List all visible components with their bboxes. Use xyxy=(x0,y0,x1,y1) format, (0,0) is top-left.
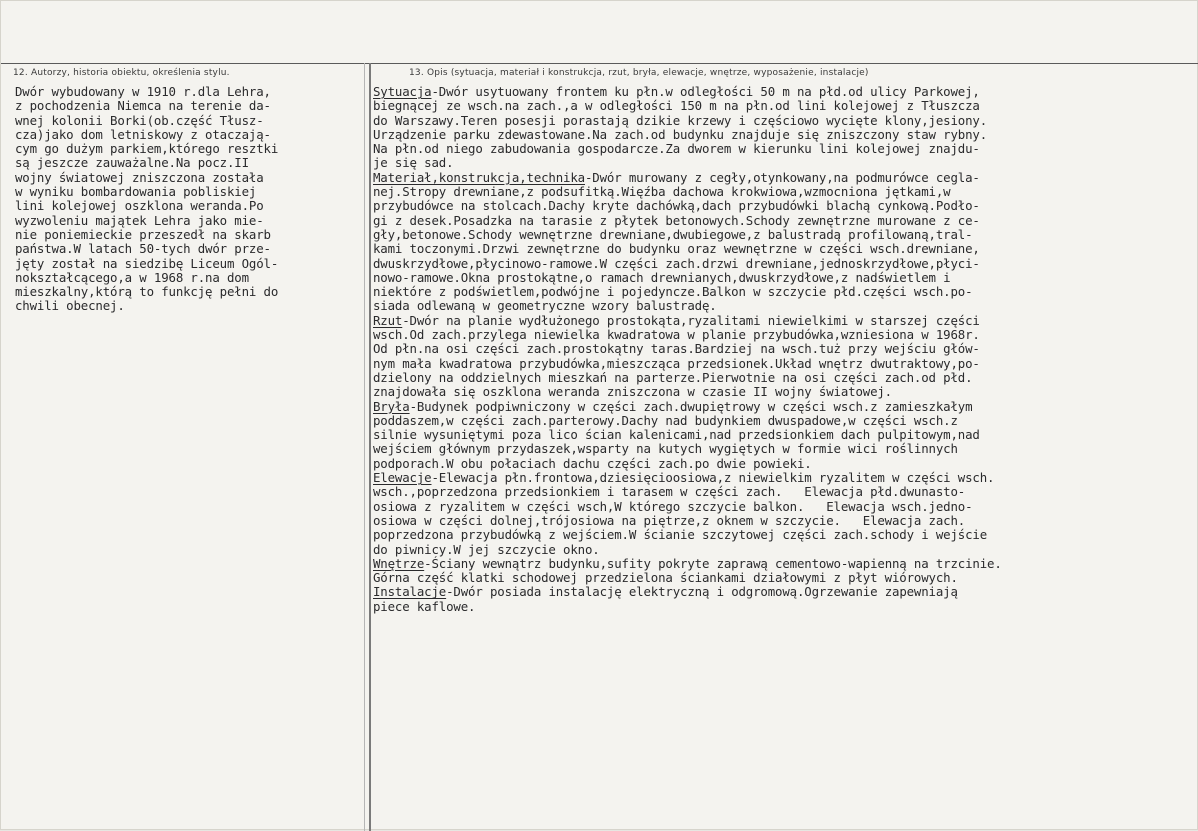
history-line: chwili obecnej. xyxy=(15,298,125,314)
description-line-text: siada odlewaną w geometryczne wzory balustradę. xyxy=(373,298,717,314)
description-line xyxy=(373,242,1195,256)
description-line xyxy=(373,271,1195,285)
history-line: cym go dużym parkiem,którego resztki xyxy=(15,141,279,157)
description-line-text: nej.Stropy drewniane,z podsufitką.Więźba dachowa krokwiowa,wzmocniona jętkami,w xyxy=(373,184,951,200)
history-line: nie poniemieckie przeszedł na skarb xyxy=(15,226,271,242)
description-line-text: osiowa z ryzalitem w części wsch,W którego szczycie balkon. Elewacja wsch.jedno- xyxy=(373,498,973,514)
history-line: w wyniku bombardowania pobliskiej xyxy=(15,184,257,200)
description-line-text: znajdowała się oszklona weranda zniszczona w czasie II wojny światowej. xyxy=(373,384,892,400)
description-line xyxy=(373,99,1195,113)
description-line-text: podporach.W obu połaciach dachu części zach.po dwie powieki. xyxy=(373,455,812,471)
description-line-text: -Elewacja płn.frontowa,dziesięcioosiowa,z niewielkim ryzalitem w części wsch. xyxy=(431,470,995,486)
history-line: nokształcącego,a w 1968 r.na dom xyxy=(15,269,249,285)
description-line xyxy=(373,171,1195,185)
column-divider xyxy=(369,63,371,831)
history-text xyxy=(15,85,365,314)
description-line xyxy=(373,414,1195,428)
description-line-text: -Dwór usytuowany frontem ku płn.w odległości 50 m na płd.od ulicy Parkowej, xyxy=(431,84,980,99)
description-text xyxy=(373,85,1195,614)
description-line-text: do piwnicy.W jej szczycie okno. xyxy=(373,541,600,557)
history-line: wojny światowej zniszczona została xyxy=(15,169,264,185)
description-line xyxy=(373,485,1195,499)
description-line xyxy=(373,357,1195,371)
description-line xyxy=(373,185,1195,199)
section-heading: Elewacje xyxy=(373,470,432,486)
description-line-text: Od płn.na osi części zach.prostokątny taras.Bardziej na wsch.tuż przy wejściu głów- xyxy=(373,341,980,357)
description-line-text: silnie wysuniętymi poza lico ścian kalenicami,nad przedsionkiem dach pulpitowym,nad xyxy=(373,427,980,443)
history-line: wyzwoleniu majątek Lehra jako mie- xyxy=(15,212,264,228)
description-line-text: -Dwór na planie wydłużonego prostokąta,ryzalitami niewielkimi w starszej części xyxy=(402,312,980,328)
description-line xyxy=(373,457,1195,471)
description-line-text: Urządzenie parku zdewastowane.Na zach.od budynku znajduje się zniszczony staw rybny. xyxy=(373,126,988,142)
description-line-text: nym mała kwadratowa przybudówka,mieszcząca przedsionek.Układ wnętrz dwutraktowy,po- xyxy=(373,355,980,371)
description-line xyxy=(373,299,1195,313)
history-line: z pochodzenia Niemca na terenie da- xyxy=(15,98,271,114)
description-line xyxy=(373,600,1195,614)
description-line xyxy=(373,228,1195,242)
description-line-text: do Warszawy.Teren posesji porastają dzikie krzewy i częściowo wycięte klony,jesiony. xyxy=(373,112,988,128)
description-line-text: wsch.Od zach.przylega niewielka kwadratowa w planie przybudówka,wzniesiona w 1968r. xyxy=(373,327,980,343)
description-line xyxy=(373,328,1195,342)
description-line xyxy=(373,371,1195,385)
description-line xyxy=(373,342,1195,356)
history-line: wnej kolonii Borki(ob.część Tłusz- xyxy=(15,112,264,128)
description-line-text: gi z desek.Posadzka na tarasie z płytek betonowych.Schody zewnętrzne murowane z ce- xyxy=(373,212,980,228)
description-line xyxy=(373,514,1195,528)
description-line-text: niektóre z podświetlem,podwójne i pojedyncze.Balkon w szczycie płd.części wsch.po- xyxy=(373,284,973,300)
description-line xyxy=(373,314,1195,328)
section-heading: Sytuacja xyxy=(373,84,432,99)
description-line-text: Na płn.od niego zabudowania gospodarcze.Za dworem w kierunku lini kolejowej znajdu- xyxy=(373,141,980,157)
description-line-text: gły,betonowe.Schody wewnętrzne drewniane,dwubiegowe,z balustradą profilowaną,tral- xyxy=(373,226,973,242)
description-line-text: poddaszem,w części zach.parterowy.Dachy nad budynkiem dwuspadowe,w części wsch.z xyxy=(373,412,958,428)
description-line-text: kami toczonymi.Drzwi zewnętrzne do budynku oraz wewnętrzne w części wsch.drewniane, xyxy=(373,241,980,257)
history-line: mieszkalny,którą to funkcję pełni do xyxy=(15,284,279,300)
description-line-text: wejściem głównym przydaszek,wsparty na kutych wygiętych w formie wici roślinnych xyxy=(373,441,958,457)
history-line: Dwór wybudowany w 1910 r.dla Lehra, xyxy=(15,84,271,99)
description-line xyxy=(373,428,1195,442)
section-heading: Instalacje xyxy=(373,584,447,600)
description-line xyxy=(373,142,1195,156)
description-line xyxy=(373,128,1195,142)
description-line xyxy=(373,528,1195,542)
description-line-text: piece kaflowe. xyxy=(373,598,476,614)
section-heading: Bryła xyxy=(373,398,410,414)
description-line xyxy=(373,500,1195,514)
history-line: cza)jako dom letniskowy z otaczają- xyxy=(15,126,271,142)
description-line xyxy=(373,85,1195,99)
description-line xyxy=(373,156,1195,170)
description-line xyxy=(373,442,1195,456)
description-line-text: je się sad. xyxy=(373,155,454,171)
description-line-text: dwuskrzydłowe,płycinowo-ramowe.W części zach.drzwi drewniane,jednoskrzydłowe,płyci- xyxy=(373,255,980,271)
history-line: są jeszcze zauważalne.Na pocz.II xyxy=(15,155,249,171)
section-heading: Wnętrze xyxy=(373,555,425,571)
description-line-text: osiowa w części dolnej,trójosiowa na piętrze,z oknem w szczycie. Elewacja zach. xyxy=(373,512,966,528)
description-line-text: -Dwór posiada instalację elektryczną i odgromową.Ogrzewanie zapewniają xyxy=(446,584,958,600)
right-section-header: 13. Opis (sytuacja, materiał i konstrukcja, rzut, bryła, elewacje, wnętrze, wyposażenie, instalacje) xyxy=(409,68,869,78)
section-heading: Rzut xyxy=(373,312,403,328)
description-line xyxy=(373,257,1195,271)
description-line-text: nowo-ramowe.Okna prostokątne,o ramach drewnianych,dwuskrzydłowe,z nadświetlem i xyxy=(373,269,951,285)
description-line-text: wsch.,poprzedzona przedsionkiem i tarasem w części zach. Elewacja płd.dwunasto- xyxy=(373,484,966,500)
description-line-text: dzielony na oddzielnych mieszkań na parterze.Pierwotnie na osi części zach.od płd. xyxy=(373,369,973,385)
top-rule xyxy=(1,63,1198,64)
description-line xyxy=(373,214,1195,228)
history-line: lini kolejowej oszklona weranda.Po xyxy=(15,198,264,214)
description-line xyxy=(373,557,1195,571)
description-line xyxy=(373,471,1195,485)
section-heading: Materiał,konstrukcja,technika xyxy=(373,169,585,185)
description-line xyxy=(373,199,1195,213)
description-line-text: przybudówce na stolcach.Dachy kryte dachówką,dach przybudówki blachą cynkową.Podło- xyxy=(373,198,980,214)
description-line xyxy=(373,400,1195,414)
description-line xyxy=(373,543,1195,557)
description-line xyxy=(373,585,1195,599)
history-line: jęty został na siedzibę Liceum Ogól- xyxy=(15,255,279,271)
description-line xyxy=(373,114,1195,128)
history-line: państwa.W latach 50-tych dwór prze- xyxy=(15,241,271,257)
description-line-text: -Dwór murowany z cegły,otynkowany,na podmurówce cegla- xyxy=(584,169,980,185)
description-line xyxy=(373,571,1195,585)
description-line-text: Górna część klatki schodowej przedzielona ściankami działowymi z płyt wiórowych. xyxy=(373,570,958,586)
description-line-text: poprzedzona przybudówką z wejściem.W ścianie szczytowej części zach.schody i wejście xyxy=(373,527,988,543)
description-line xyxy=(373,285,1195,299)
description-line-text: -Ściany wewnątrz budynku,sufity pokryte zaprawą cementowo-wapienną na trzcinie. xyxy=(424,555,1002,571)
description-line-text: biegnącej ze wsch.na zach.,a w odległości 150 m na płn.od lini kolejowej z Tłuszcza xyxy=(373,98,980,114)
description-line-text: -Budynek podpiwniczony w części zach.dwupiętrowy w części wsch.z zamieszkałym xyxy=(409,398,973,414)
left-section-header: 12. Autorzy, historia obiektu, określenia stylu. xyxy=(13,68,230,78)
description-line xyxy=(373,385,1195,399)
